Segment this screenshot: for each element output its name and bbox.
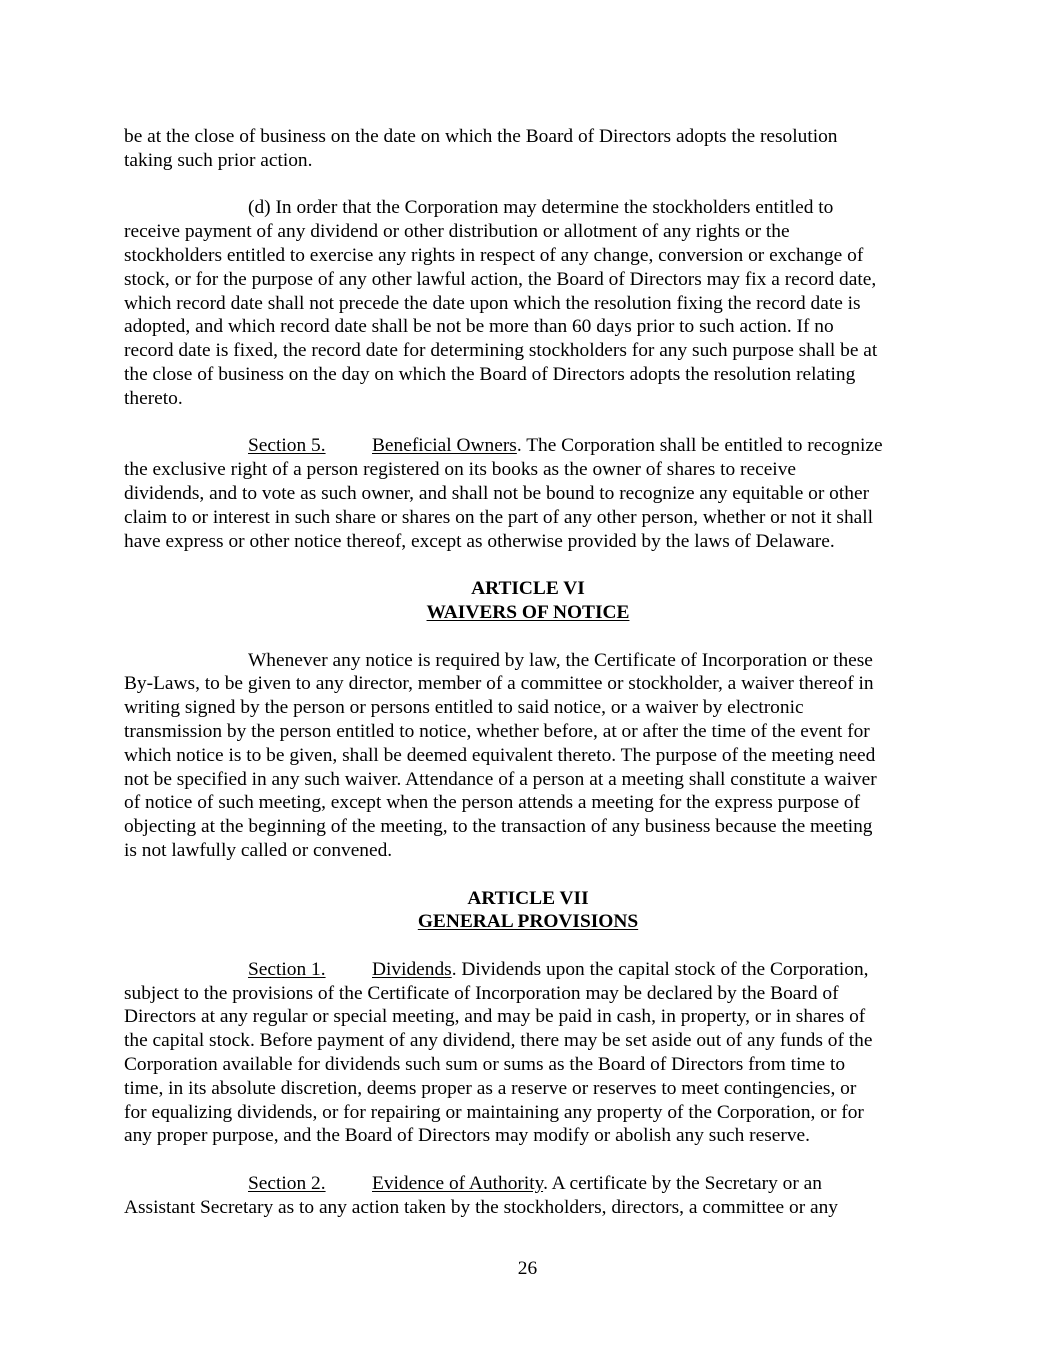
text-line: transmission by the person entitled to notice, whether before, at or after the time of the event for: [124, 720, 870, 742]
continuation-paragraph: [124, 125, 932, 173]
text-line: receive payment of any dividend or other distribution or allotment of any rights or the: [124, 221, 790, 243]
article-6-label: ARTICLE VI: [471, 578, 585, 600]
section-5-first-line-text: . The Corporation shall be entitled to recognize: [516, 435, 883, 457]
text-line: By-Laws, to be given to any director, member of a committee or stockholder, a waiver thereof in: [124, 673, 874, 695]
section-5-title: Beneficial Owners: [372, 435, 517, 457]
text-line: Corporation available for dividends such sum or sums as the Board of Directors from time to: [124, 1054, 846, 1076]
text-line: Directors at any regular or special meeting, and may be paid in cash, in property, or in shares of: [124, 1006, 866, 1028]
article-6-heading: [124, 577, 932, 625]
text-line: of notice of such meeting, except when the person attends a meeting for the express purpose of: [124, 792, 861, 814]
text-line: be at the close of business on the date on which the Board of Directors adopts the resolution: [124, 126, 838, 147]
text-line: is not lawfully called or convened.: [124, 839, 393, 861]
section-1-first-line-text: . Dividends upon the capital stock of the Corporation,: [451, 958, 869, 980]
text-line: claim to or interest in such share or shares on the part of any other person, whether or not it shall: [124, 506, 874, 528]
text-line: (d) In order that the Corporation may determine the stockholders entitled to: [248, 197, 834, 219]
article-7-label: ARTICLE VII: [467, 887, 589, 909]
text-line: dividends, and to vote as such owner, and shall not be bound to recognize any equitable or other: [124, 482, 870, 504]
text-line: which notice is to be given, shall be deemed equivalent thereto. The purpose of the meeting need: [124, 744, 876, 766]
section-2-first-line: [124, 1172, 932, 1196]
text-line: stock, or for the purpose of any other lawful action, the Board of Directors may fix a record date,: [124, 268, 877, 290]
text-line: any proper purpose, and the Board of Directors may modify or abolish any such reserve.: [124, 1125, 811, 1147]
article-7-heading: [124, 887, 932, 935]
text-line: the capital stock. Before payment of any dividend, there may be set aside out of any funds of the: [124, 1030, 873, 1052]
text-line: not be specified in any such waiver. Attendance of a person at a meeting shall constitute a waiver: [124, 768, 877, 790]
section-5-first-line: [124, 434, 932, 458]
text-line: thereto.: [124, 387, 183, 409]
text-line: objecting at the beginning of the meeting, to the transaction of any business because the meeting: [124, 816, 873, 838]
section-2-number: Section 2.: [248, 1173, 326, 1195]
section-2-first-line-text: . A certificate by the Secretary or an: [543, 1173, 822, 1195]
section-1-paragraph: [124, 958, 932, 1148]
document-page: [124, 125, 932, 1220]
record-date-paragraph: [124, 196, 932, 410]
section-1-number: Section 1.: [248, 958, 326, 980]
article-6-title: WAIVERS OF NOTICE: [426, 601, 630, 623]
text-line: subject to the provisions of the Certificate of Incorporation may be declared by the Board of: [124, 982, 839, 1004]
section-1-title: Dividends: [372, 958, 452, 980]
text-line: the exclusive right of a person registered on its books as the owner of shares to receive: [124, 459, 796, 481]
waivers-paragraph: [124, 649, 932, 863]
section-1-first-line: [124, 958, 932, 982]
section-2-paragraph: [124, 1172, 932, 1220]
text-line: adopted, and which record date shall be not be more than 60 days prior to such action. If no: [124, 316, 834, 338]
text-line: writing signed by the person or persons entitled to said notice, or a waiver by electronic: [124, 697, 804, 719]
text-line: the close of business on the day on which the Board of Directors adopts the resolution relating: [124, 363, 856, 385]
page-number: 26: [517, 1258, 538, 1279]
text-line: taking such prior action.: [124, 149, 313, 171]
text-line: Assistant Secretary as to any action taken by the stockholders, directors, a committee or any: [124, 1196, 839, 1218]
text-line: time, in its absolute discretion, deems proper as a reserve or reserves to meet contingencies, or: [124, 1077, 857, 1099]
text-line: which record date shall not precede the date upon which the resolution fixing the record date is: [124, 292, 861, 314]
section-2-title: Evidence of Authority: [372, 1173, 544, 1195]
section-5-paragraph: [124, 434, 932, 553]
text-line: have express or other notice thereof, except as otherwise provided by the laws of Delaware.: [124, 530, 835, 552]
article-7-title: GENERAL PROVISIONS: [417, 911, 639, 933]
text-line: for equalizing dividends, or for repairing or maintaining any property of the Corporation, or for: [124, 1101, 864, 1123]
text-line: stockholders entitled to exercise any rights in respect of any change, conversion or exchange of: [124, 244, 864, 266]
section-5-number: Section 5.: [248, 435, 326, 457]
text-line: record date is fixed, the record date for determining stockholders for any such purpose shall be at: [124, 340, 878, 362]
text-line: Whenever any notice is required by law, the Certificate of Incorporation or these: [248, 649, 873, 671]
